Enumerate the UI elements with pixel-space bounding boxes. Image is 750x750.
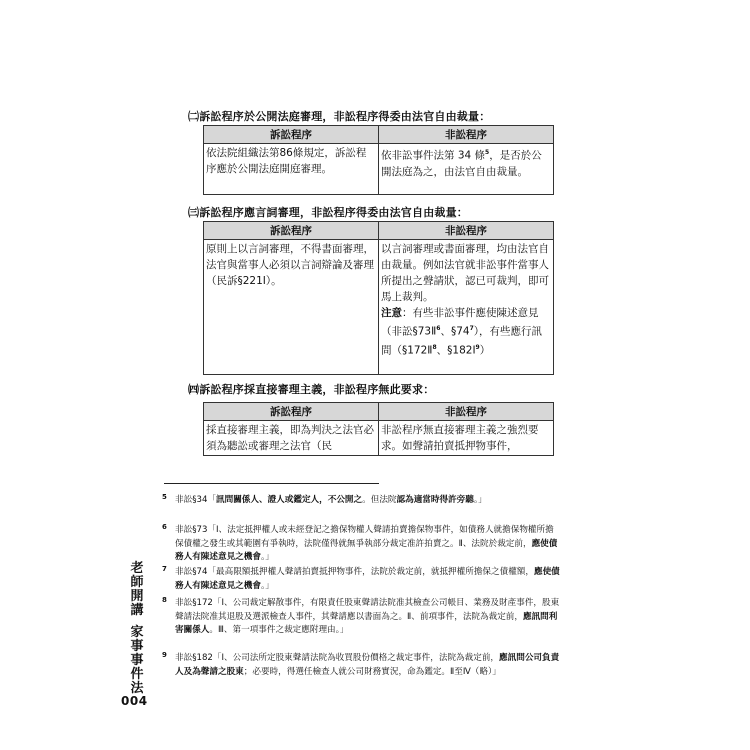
- comparison-table: [203, 125, 554, 195]
- table-cell: 原則上以言詞審理，不得書面審理，法官與當事人必須以言詞辯論及審理（民訴§221Ⅰ）。: [204, 240, 379, 375]
- footnote-number: 6: [162, 523, 167, 531]
- section-title: ㈢訴訟程序應言詞審理，非訟程序得委由法官自由裁量：: [188, 206, 468, 219]
- series-name: 老師開講: [130, 561, 144, 618]
- footnote-ref: 5: [485, 149, 490, 156]
- footnote-divider: [164, 483, 379, 484]
- column-header: 非訟程序: [379, 126, 554, 144]
- footnote: 5 非訟§34「訊問關係人、證人或鑑定人，不公開之。但法院認為適當時得許旁聽。」: [162, 493, 487, 505]
- book-subject: 家事事件法: [130, 625, 144, 696]
- note-label: 注意: [381, 307, 402, 319]
- comparison-table: [203, 221, 554, 375]
- footnote: 6 非訟§73「Ⅰ、法定抵押權人或未經登記之擔保物權人聲請拍賣擔保物事件，如債務人就擔保物權所擔保債權之發生或其範圍有爭執時，法院僅得就無爭執部分裁定准許拍賣之。Ⅱ、法院於裁定前，應使債務人有陳述意見之機會。」: [162, 523, 558, 562]
- column-header: 訴訟程序: [204, 222, 379, 240]
- section-title: ㈣訴訟程序採直接審理主義，非訟程序無此要求：: [188, 383, 435, 396]
- column-header: 非訟程序: [379, 222, 554, 240]
- section-title: ㈡訴訟程序於公開法庭審理，非訟程序得委由法官自由裁量：: [188, 110, 491, 123]
- column-header: 訴訟程序: [204, 403, 379, 421]
- column-header: 訴訟程序: [204, 126, 379, 144]
- footnote-number: 8: [162, 596, 167, 604]
- footnote: 7 非訟§74「最高限額抵押權人聲請拍賣抵押物事件，法院於裁定前，就抵押權所擔保之債權額，應使債務人有陳述意見之機會。」: [162, 565, 560, 591]
- table-cell: 非訟程序無直接審理主義之強烈要求。如聲請拍賣抵押物事件，: [379, 421, 554, 456]
- table-cell: 以言詞審理或書面審理，均由法官自由裁量。例如法官就非訟事件當事人所提出之聲請狀，認已可裁判，即可馬上裁判。 注意：有些非訟事件應使陳述意見（非訟§73Ⅱ$^6$、$\S 74^7$），有些應行訊問（§172Ⅱ$^8$、§182Ⅰ$^9$）: [379, 240, 554, 375]
- footnote: 9 非訟§182「Ⅰ、公司法所定股東聲請法院為收買股份價格之裁定事件，法院為裁定前，應訊問公司負責人及為聲請之股東；必要時，得選任檢查人就公司財務實況，命為鑑定。Ⅱ至Ⅳ（略）」: [162, 651, 560, 677]
- side-title: [126, 562, 148, 696]
- table-cell: 依法院組織法第86條規定，訴訟程序應於公開法庭開庭審理。: [204, 144, 379, 195]
- table-cell: 依非訟事件法第 34 條$^5$，是否於公開法庭為之，由法官自由裁量。: [379, 144, 554, 195]
- column-header: 非訟程序: [379, 403, 554, 421]
- footnote-number: 9: [162, 651, 167, 659]
- footnote: 8 非訟§172「Ⅰ、公司裁定解散事件，有限責任股東聲請法院准其檢查公司帳目、業務及財產事件，股東聲請法院准其退股及選派檢查人事件，其聲請應以書面為之。Ⅱ、前項事件，法院為裁定前，應訊問利害關係人。Ⅲ、第一項事件之裁定應附理由。」: [162, 596, 560, 635]
- page-number: 004: [121, 694, 148, 708]
- footnote-number: 5: [162, 493, 167, 501]
- footnote-number: 7: [162, 565, 167, 573]
- comparison-table: [203, 402, 554, 456]
- table-cell: 採直接審理主義，即為判決之法官必須為聽訟或審理之法官（民: [204, 421, 379, 456]
